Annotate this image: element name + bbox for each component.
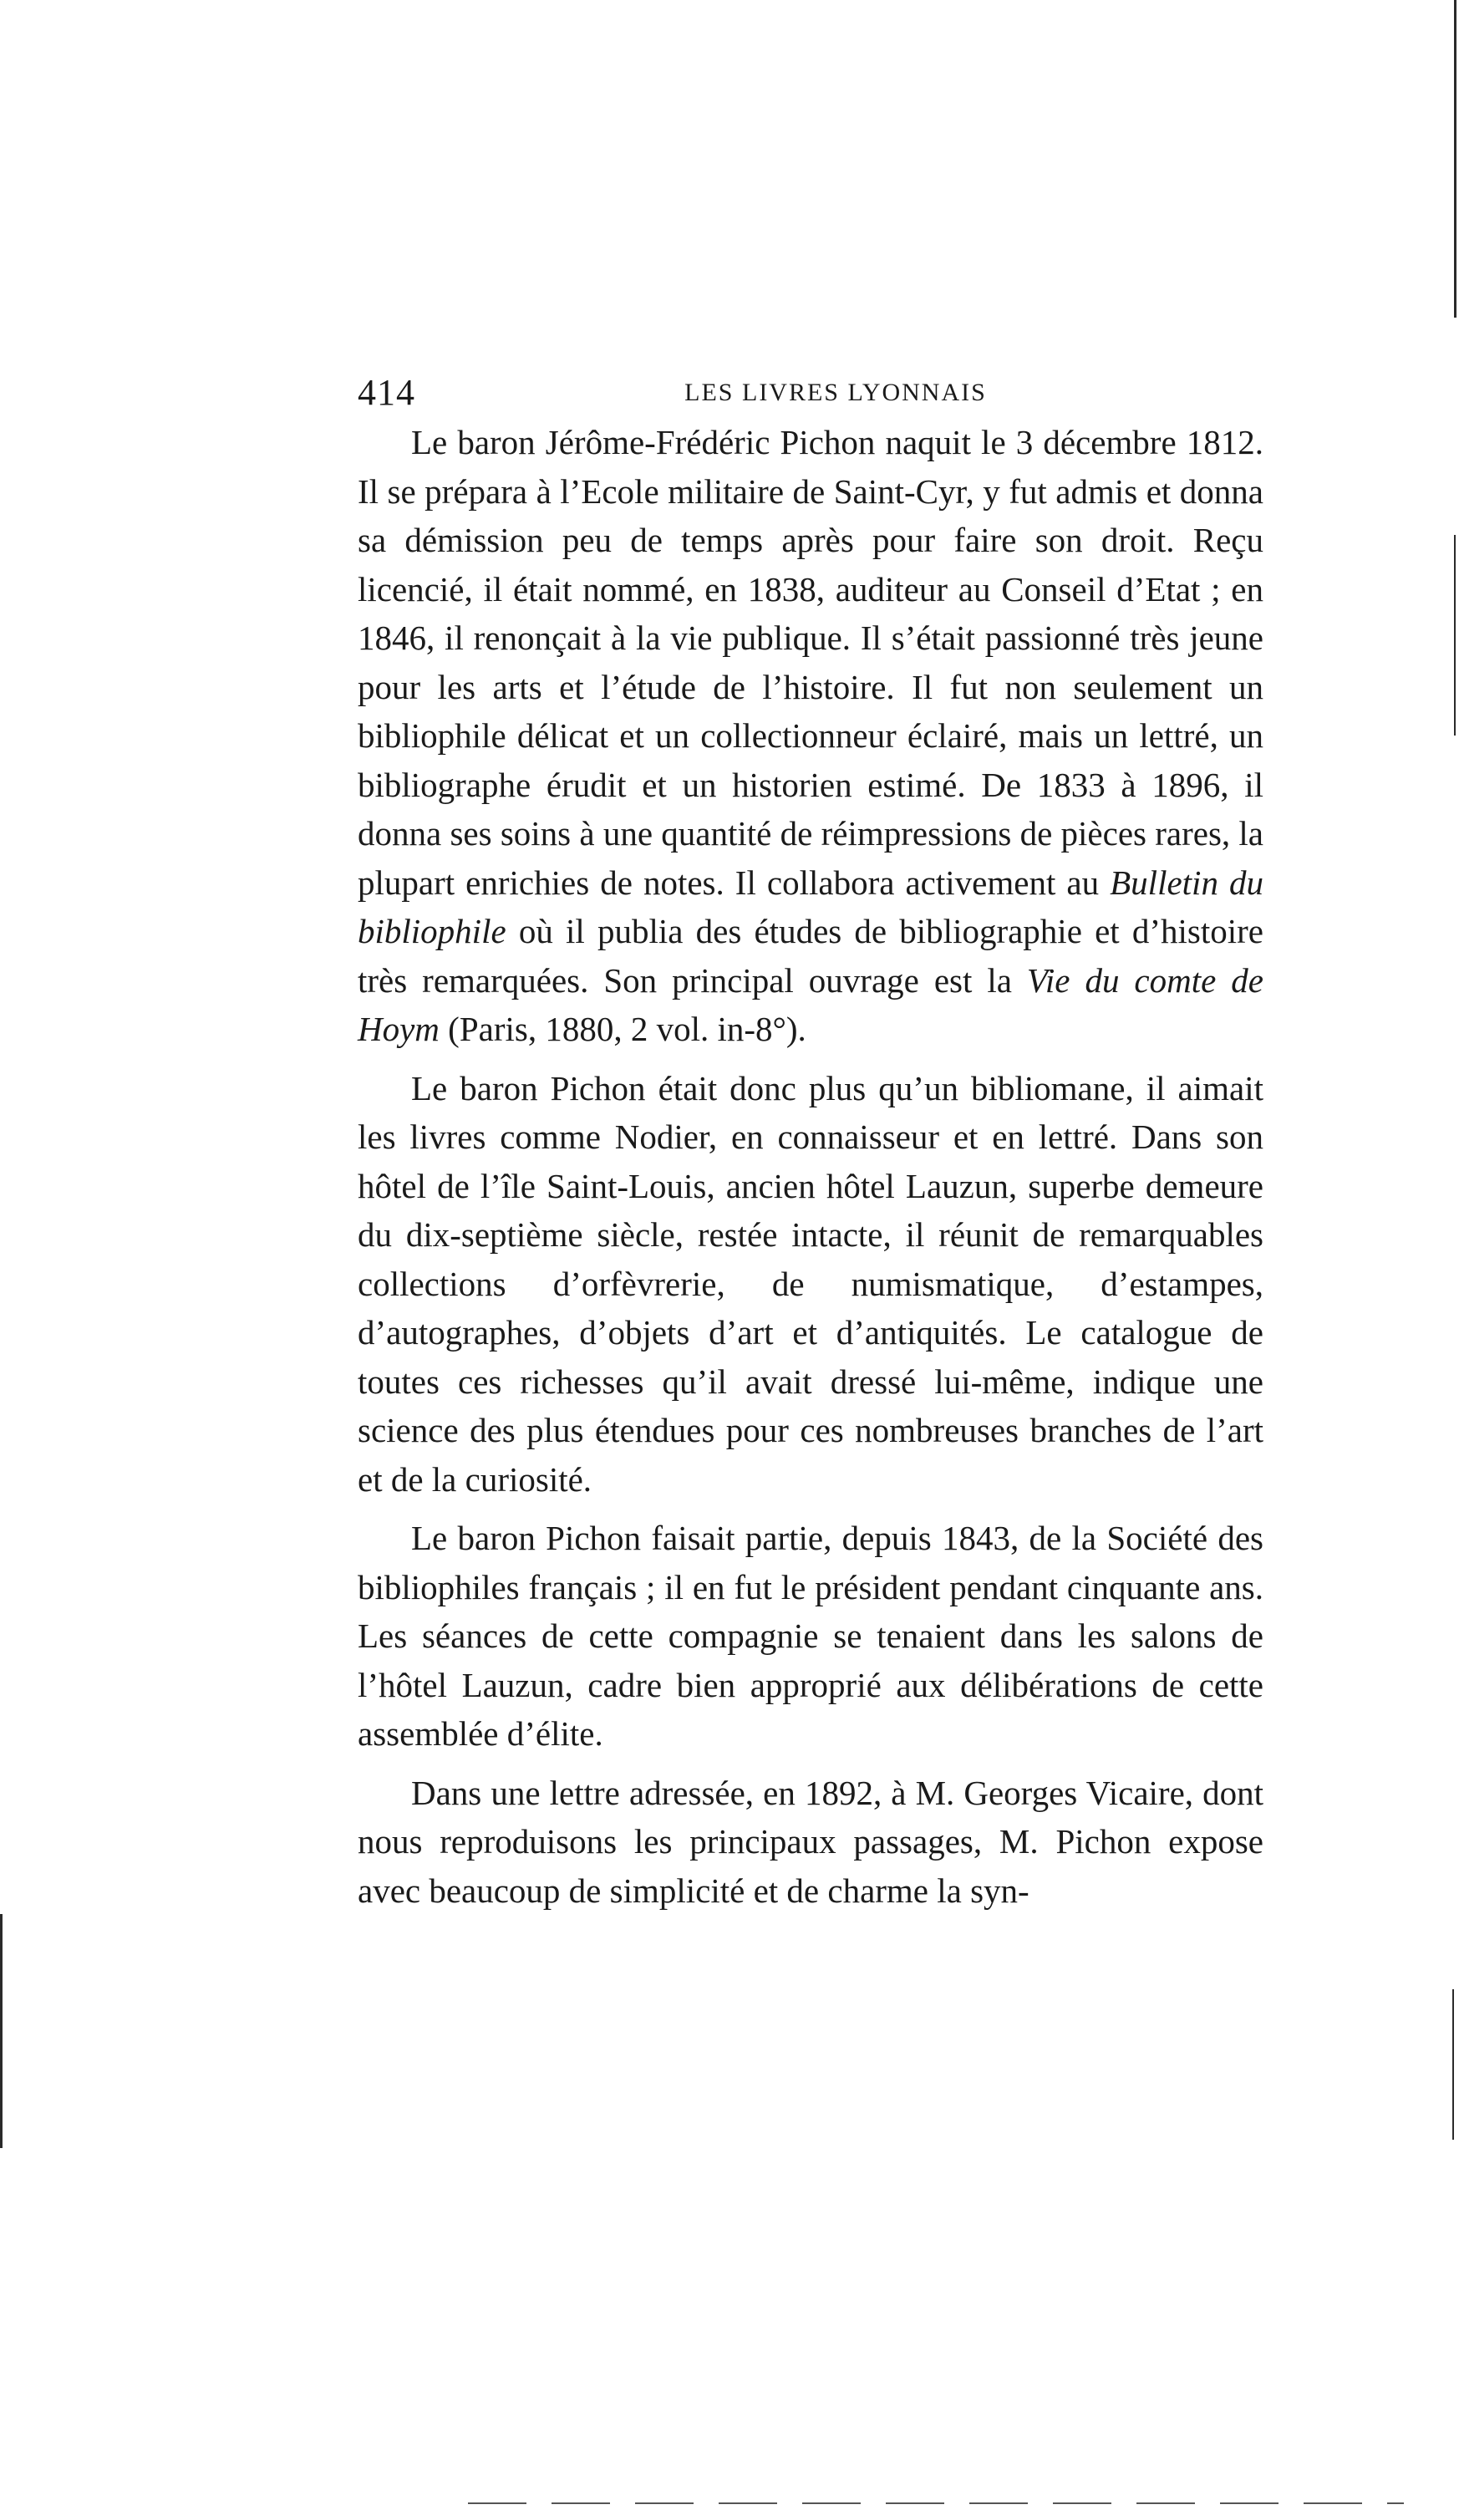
scan-edge-rule — [1454, 0, 1456, 318]
paragraph-1-text-b: où il publia des études de bibliographie et d’histoire très remarquées. Son principal ouvrage est la — [358, 912, 1263, 1000]
scan-bottom-marks — [468, 2502, 1404, 2504]
paragraph-4: Dans une lettre adressée, en 1892, à M. Georges Vicaire, dont nous reproduisons les principaux passages, M. Pichon expose avec beaucoup de simplicité et de charme la syn- — [358, 1773, 1263, 1910]
page-number: 414 — [358, 372, 415, 413]
paragraph-1-text-c: (Paris, 1880, 2 vol. in-8°). — [439, 1010, 806, 1048]
bulletin-title: Bulletin du bibliophile — [358, 863, 1263, 950]
paragraph-2: Le baron Pichon était donc plus qu’un bibliomane, il aimait les livres comme Nodier, en connaisseur et en lettré. Dans son hôtel de l’île Saint-Louis, ancien hôtel Lauzun, superbe demeure du dix-septième siècle, restée intacte, il réunit de remarquables collections d’orfèvrerie, de numismatique, d’estampes, d’autographes, d’objets d’art et d’antiquités. Le catalogue de toutes ces richesses qu’il avait dressé lui-même, indique une science des plus étendues pour ces nombreuses branches de l’art et de la curiosité. — [358, 1068, 1263, 1499]
scan-edge-rule — [1454, 535, 1456, 736]
paragraph-1-text-a: Le baron Jérôme-Frédéric Pichon naquit le 3 décembre 1812. Il se prépara à l’Ecole militaire de Saint-Cyr, y fut admis et donna sa démission peu de temps après pour faire son droit. Reçu licencié, il était nommé, en 1838, auditeur au Conseil d’Etat ; en 1846, il renonçait à la vie publique. Il s’était passionné très jeune pour les arts et l’étude de l’histoire. Il fut non seulement un bibliophile délicat et un collectionneur éclairé, mais un lettré, un bibliographe érudit et un historien estimé. De 1833 à 1896, il donna ses soins à une quantité de réimpressions de pièces rares, la plupart enrichies de notes. Il collabora activement au — [358, 423, 1263, 902]
paragraph-3: Le baron Pichon faisait partie, depuis 1843, de la Société des bibliophiles français ; il en fut le président pendant cinquante ans. Les séances de cette compagnie se tenaient dans les salons de l’hôtel Lauzun, cadre bien approprié aux délibérations de cette assemblée d’élite. — [358, 1519, 1263, 1753]
body-text — [358, 418, 1263, 1925]
scan-edge-rule — [1452, 1989, 1454, 2140]
scan-edge-rule — [0, 1914, 3, 2148]
running-head: LES LIVRES LYONNAIS — [684, 379, 987, 406]
page-header — [358, 368, 1263, 418]
hoym-title: Vie du comte de Hoym — [358, 960, 1264, 1048]
paragraph-1 — [358, 418, 1263, 1054]
